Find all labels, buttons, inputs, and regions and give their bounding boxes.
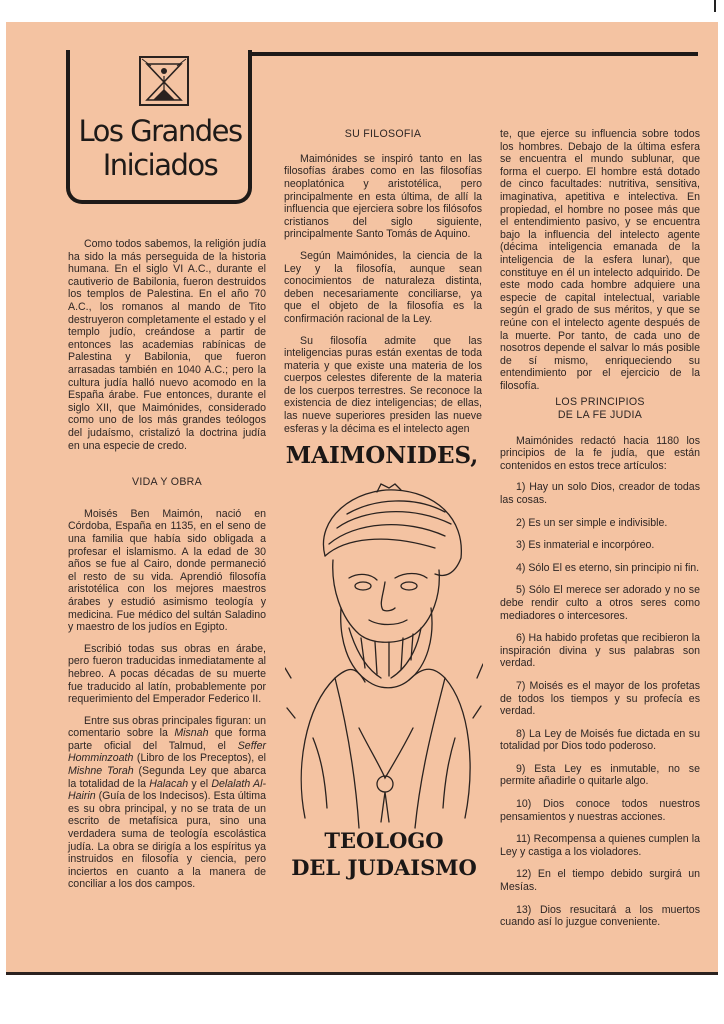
principio-item: 13) Dios resucitará a los muertos cuando así lo juzgue conveniente. xyxy=(500,903,700,929)
vida-paragraph-1: Moisés Ben Maimón, nació en Córdoba, España en 1135, en el seno de una familia que había sido obligada a profesar el islamismo. A la edad de 30 años se fue al Cairo, donde permaneció el resto de su vida. Aprendió filosofía aristotélica con los mejores maestros árabes y estudió asimismo teología y medicina. Fue médico del sultán Saladino y maestro de los judíos en Egipto. xyxy=(68,507,266,634)
filosofia-heading: SU FILOSOFIA xyxy=(344,128,422,140)
series-title-line2: Iniciados xyxy=(102,148,218,182)
feature-name: MAIMONIDES, xyxy=(285,442,479,469)
filosofia-paragraph-3-continued: te, que ejerce su influencia sobre todos los hombres. Debajo de la última esfera se encuentra el mundo sublunar, que forma el cuerpo. El hombre está dotado de cinco facultades: nutritiva, sensitiva, imaginativa, apetitiva e intelectiva. En propiedad, el hombre no posee más que el entendimiento pasivo, y se encuentra bajo la influencia del intelecto agente (décima inteligencia emanada de la inteligencia de la esfera lunar), que constituye en él un intelecto adquirido. De este modo cada hombre adquiere una especie de capital intelectual, variable según el grado de sus méritos, y que se reúne con el intelecto agente después de la muerte. Por tanto, de cada uno de nosotros depende el salvar lo más posible de sí mismo, enriqueciendo su entendimiento por el ejercicio de la filosofía. xyxy=(500,128,700,392)
series-title-line1: Los Grandes xyxy=(78,114,242,148)
principios-heading-line1: LOS PRINCIPIOS xyxy=(555,396,645,408)
intro-column xyxy=(68,238,266,461)
filosofia-paragraph-3: Su filosofía admite que las inteligencias puras están exentas de toda materia y que existe una materia de los cuerpos celestes diferente de la materia de los cuerpos terrestres. Se reconoce la existencia de diez inteligencias; de ellas, las nueve superiores presiden las nueve esferas y la décima es el intelecto agen xyxy=(284,334,482,435)
filosofia-paragraph-2: Según Maimónides, la ciencia de la Ley y la filosofía, aunque sean conocimientos de naturaleza distinta, deben necesariamente conciliarse, ya que el objeto de la filosofía es la confirmación racional de la Ley. xyxy=(284,249,482,325)
header-rule xyxy=(248,52,698,56)
filosofia-continuation-column xyxy=(500,128,700,401)
feature-subtitle-line2: DEL JUDAISMO xyxy=(291,855,477,880)
principio-item: 1) Hay un solo Dios, creador de todas las cosas. xyxy=(500,481,700,506)
principios-list xyxy=(500,481,700,928)
maimonides-portrait-illustration xyxy=(285,478,483,830)
principios-heading-line2: DE LA FE JUDIA xyxy=(557,408,643,421)
principio-item: 6) Ha habido profetas que recibieron la inspiración divina y sus palabras son verdad. xyxy=(500,632,700,670)
corner-mark xyxy=(714,0,716,12)
principio-item: 9) Esta Ley es inmutable, no se permite añadirle o quitarle algo. xyxy=(500,762,700,788)
principio-item: 10) Dios conoce todos nuestros pensamientos y nuestras acciones. xyxy=(500,798,700,823)
series-title xyxy=(76,114,244,182)
feature-subtitle-line1: TEOLOGO xyxy=(324,828,444,853)
principio-item: 4) Sólo El es eterno, sin principio ni fin. xyxy=(516,561,700,574)
hourglass-emblem-icon xyxy=(139,56,189,106)
principios-column xyxy=(500,396,700,939)
filosofia-column xyxy=(284,128,482,444)
principio-item: 12) En el tiempo debido surgirá un Mesías. xyxy=(500,868,700,894)
vida-paragraph-3: Entre sus obras principales figuran: un comentario sobre la Misnah que forma parte oficial del Talmud, el Seffer Homminzoath (Libro de los Preceptos), el Mishne Torah (Segunda Ley que abarca la totalidad de la Halacah y el Delalath Al-Hairin (Guía de los Indecisos). Esta última es su obra principal, y no se trata de un escrito de metafísica pura, sino una verdadera suma de teología escolástica judía. La obra se dirigía a los espíritus ya instruidos en filosofía y ciencia, pero inciertos en cuanto a la manera de conciliar a los dos campos. xyxy=(68,714,266,891)
principio-item: 2) Es un ser simple e indivisible. xyxy=(516,516,668,529)
vida-paragraph-2: Escribió todas sus obras en árabe, pero fueron traducidas inmediatamente al hebreo. A pocas décadas de su muerte fue traducido al latín, probablemente por requerimiento del Emperador Federico II. xyxy=(68,642,266,706)
filosofia-paragraph-1: Maimónides se inspiró tanto en las filosofías árabes como en las filosofías neoplatónica y aristotélica, pero principalmente en esta última, de allí la influencia que ejerciera sobre los filósofos cristianos del siglo siguiente, principalmente Santo Tomás de Aquino. xyxy=(284,152,482,241)
principios-intro: Maimónides redactó hacia 1180 los principios de la fe judía, que están contenidos en estos trece artículos: xyxy=(500,434,700,472)
principio-item: 7) Moisés es el mayor de los profetas de todos los tiempos y su profecía es verdad. xyxy=(500,679,700,718)
vida-column xyxy=(68,476,266,900)
principio-item: 3) Es inmaterial e incorpóreo. xyxy=(516,539,655,552)
page-edge-shadow xyxy=(6,972,718,975)
feature-subtitle xyxy=(278,827,490,881)
principio-item: 11) Recompensa a quienes cumplen la Ley y castiga a los violadores. xyxy=(500,833,700,858)
intro-paragraph: Como todos sabemos, la religión judía ha sido la más perseguida de la historia humana. En el siglo VI A.C., durante el cautiverio de Babilonia, fueron destruidos los templos de Palestina. En el año 70 A.C., los romanos al mando de Tito destruyeron completamente el estado y el templo judío, creándose a partir de entonces las academias rabínicas de Palestina y Babilonia, que fueron arrasadas también en 1040 A.C.; pero la cultura judía halló nuevo acomodo en la España árabe. Fue entonces, durante el siglo XII, que Maimónides, considerado como uno de los más grandes teólogos del judaísmo, cristalizó la doctrina judía en una especie de credo. xyxy=(68,238,266,452)
principio-item: 8) La Ley de Moisés fue dictada en su totalidad por Dios todo poderoso. xyxy=(500,727,700,753)
vida-heading: VIDA Y OBRA xyxy=(131,476,203,488)
principio-item: 5) Sólo El merece ser adorado y no se debe rendir culto a otros seres como mediadores o intercesores. xyxy=(500,584,700,622)
